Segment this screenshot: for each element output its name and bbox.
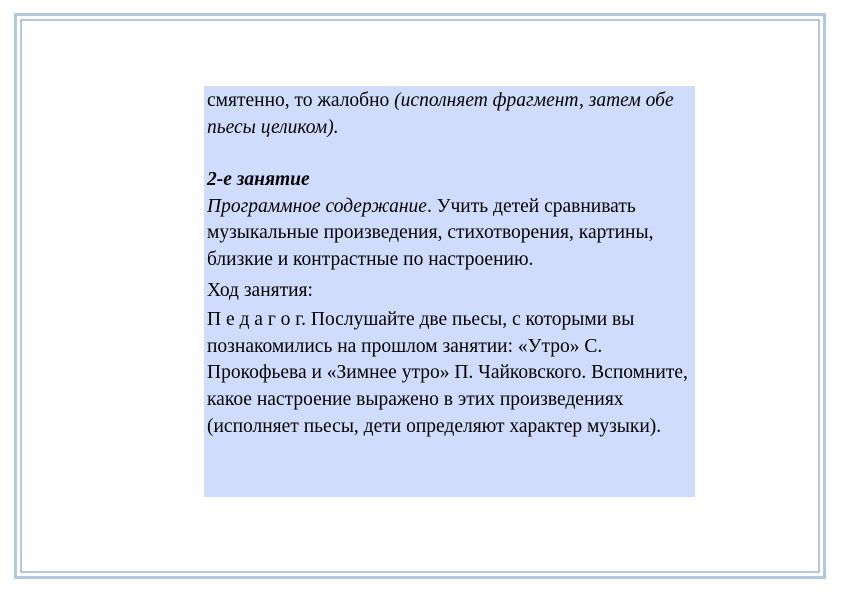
program-content-label: Программное содержание <box>207 195 427 217</box>
paragraph-lesson-course: Ход занятия: <box>207 279 313 301</box>
program-content-text: . Учить детей сравнивать музыкальные произведения, стихотворения, картины, близкие и контрастные по настроению. <box>207 195 654 270</box>
paragraph-intro <box>207 88 692 141</box>
lesson-heading: 2-е занятие <box>207 169 310 191</box>
highlighted-text-block <box>204 86 695 497</box>
paragraph-teacher-speech: П е д а г о г. Послушайте две пьесы, с которыми вы познакомились на прошлом занятии: «Утро» С. Прокофьева и «Зимнее утро» П. Чайковского. Вспомните, какое настроение выражено в этих произведениях (исполняет пьесы, дети определяют характер музыки). <box>207 309 688 437</box>
intro-italic-note: (исполняет фрагмент, затем обе пьесы целиком). <box>207 90 674 138</box>
paragraph-program-content <box>207 194 692 274</box>
intro-text: смятенно, то жалобно <box>207 90 395 111</box>
